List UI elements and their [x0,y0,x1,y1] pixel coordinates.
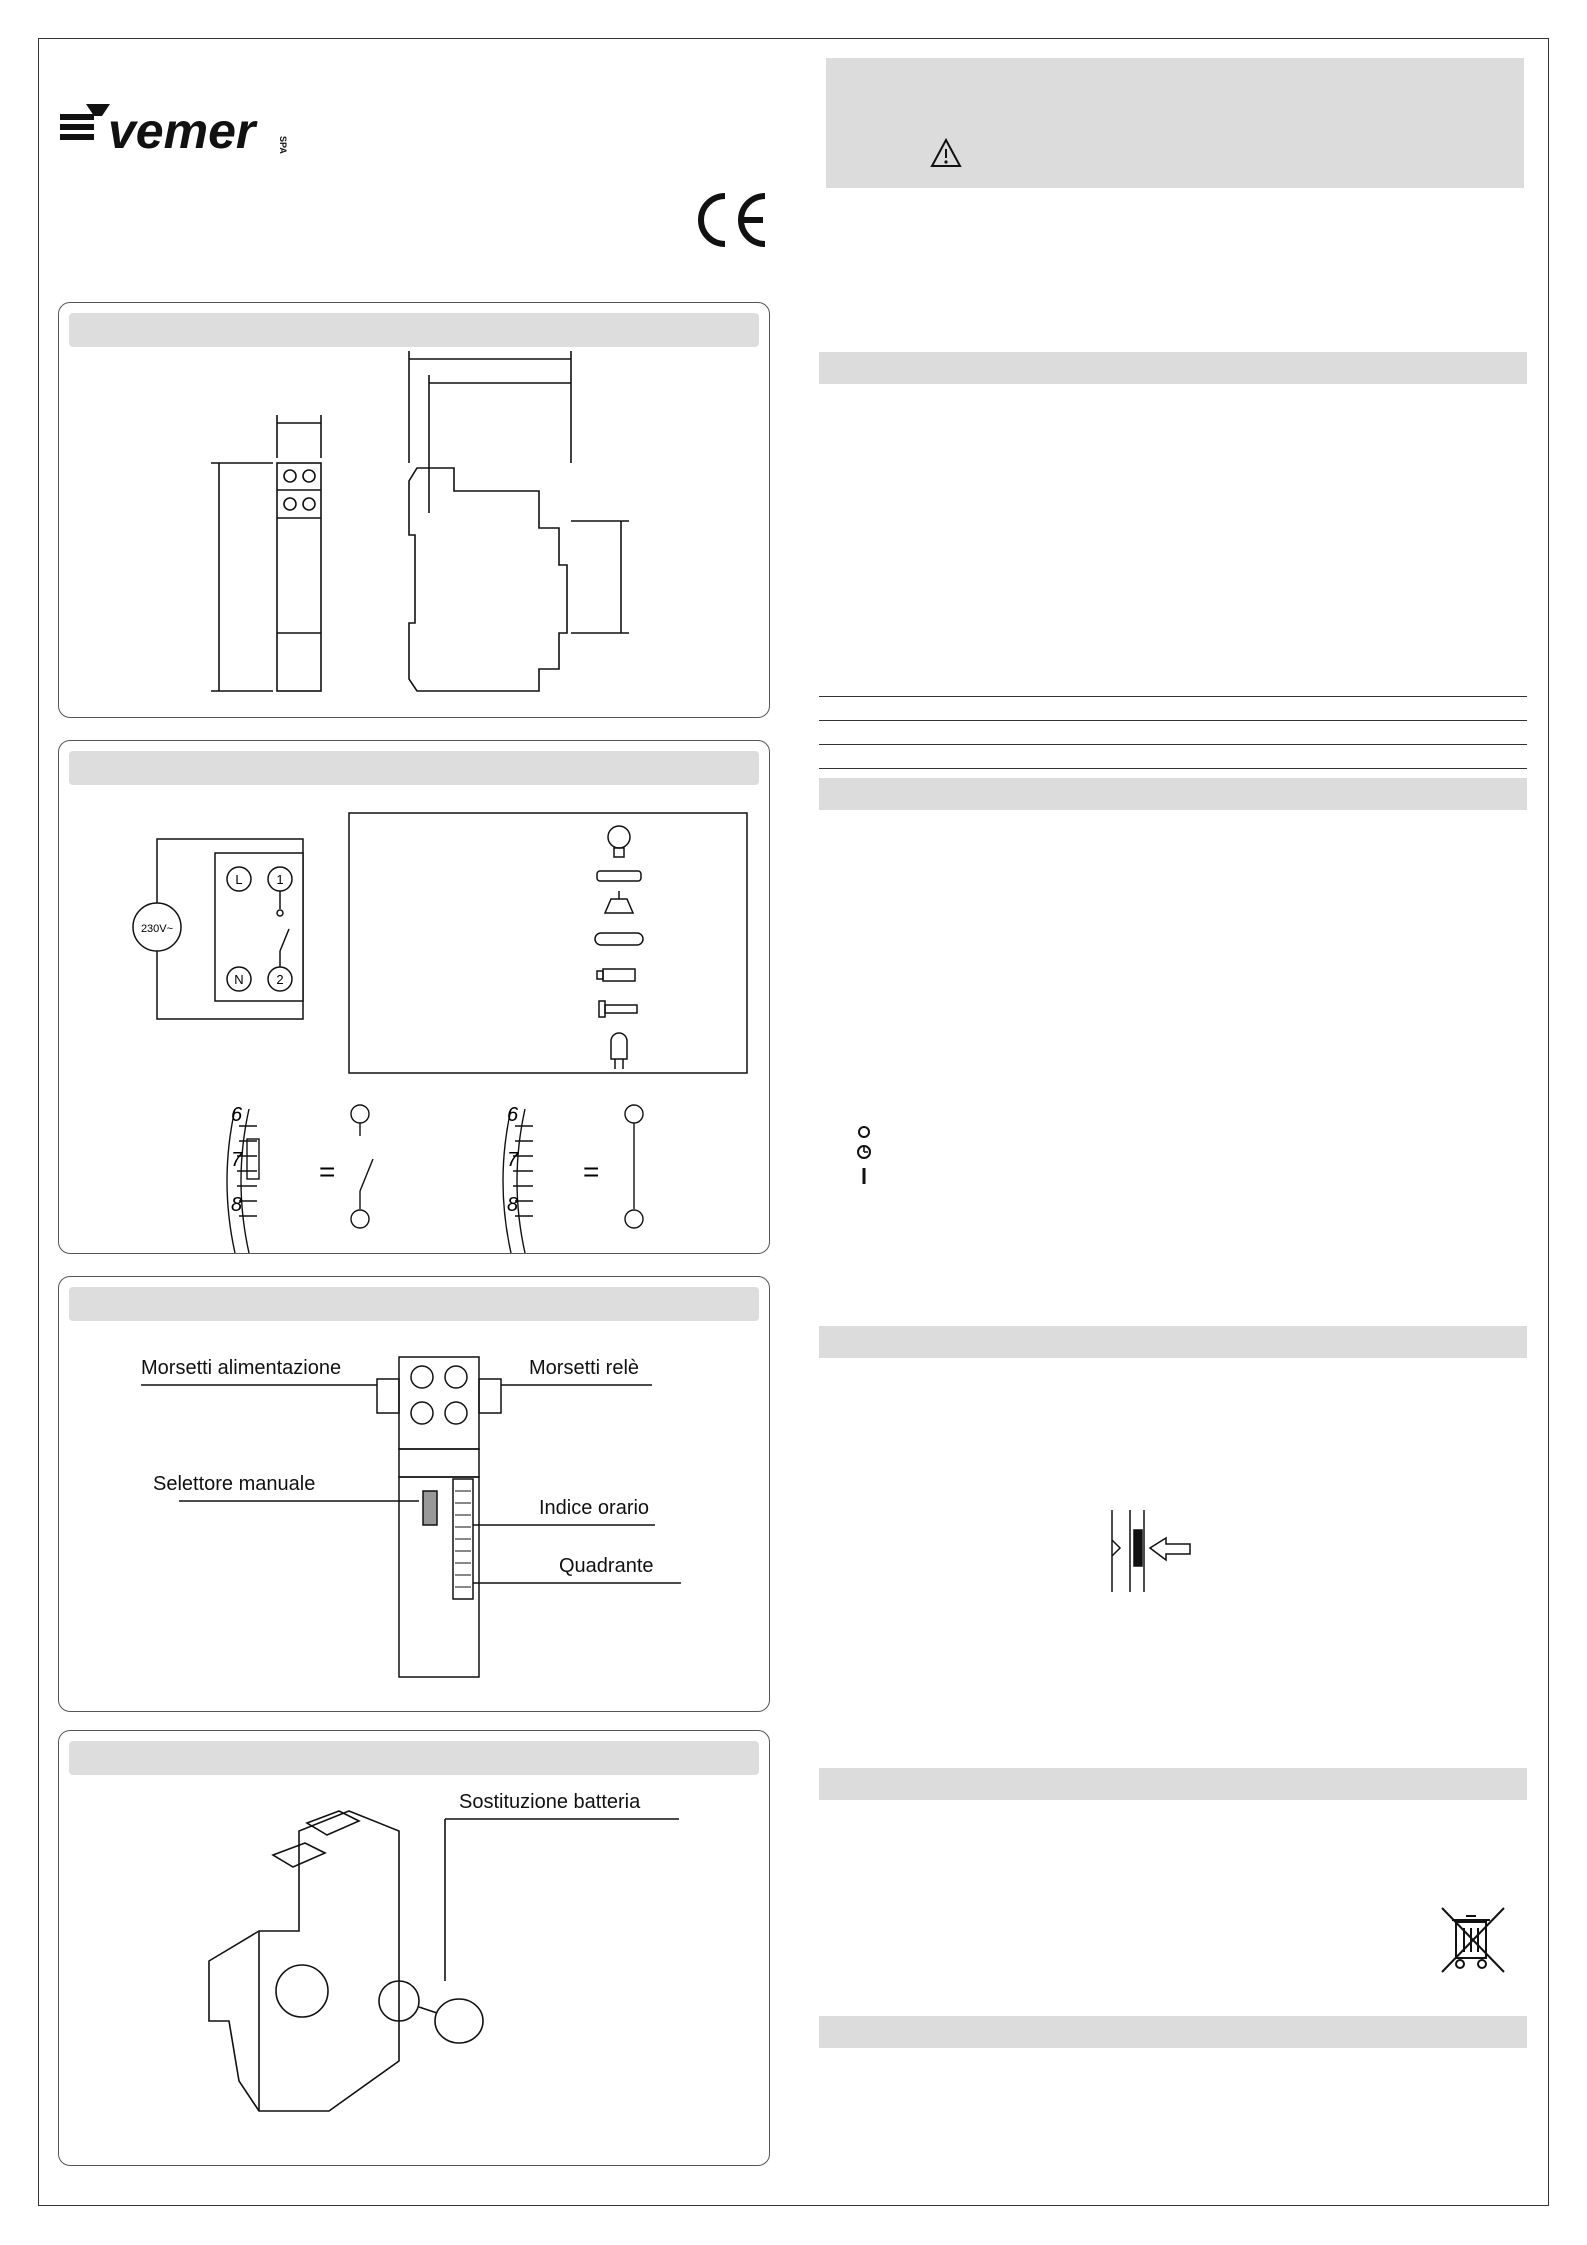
dial-hour-7: 7 [231,1149,243,1171]
table-rule [819,744,1527,745]
warning-box [826,58,1524,188]
dimensions-drawing [59,303,771,719]
mode-symbols-icon [852,1124,876,1188]
table-rule [819,768,1527,769]
section-bar [819,352,1527,384]
dichroic-lamp-icon [605,891,633,913]
equals-sign: = [583,1156,600,1187]
manual-selector-label: Selettore manuale [153,1473,316,1495]
battery-drawing [59,1731,771,2167]
section-bar [819,2016,1527,2048]
compact-fluorescent-icon [597,969,635,981]
power-terminals-label: Morsetti alimentazione [141,1357,342,1379]
ce-mark-icon [693,190,773,255]
brand-suffix: SPA [278,136,288,154]
section-bar [819,1326,1527,1358]
wiring-drawing [59,741,771,1255]
halogen-lamp-icon [597,871,641,881]
time-index-label: Indice orario [539,1497,650,1519]
terminal-2: 2 [276,972,284,987]
battery-panel [58,1730,770,2166]
dimensions-panel [58,302,770,718]
terminal-1: 1 [276,872,284,887]
table-rule [819,696,1527,697]
warning-icon [930,138,962,168]
dial-label: Quadrante [559,1555,654,1577]
battery-replacement-label: Sostituzione batteria [459,1791,641,1813]
vemer-logo [58,96,298,171]
terminal-L: L [235,872,243,887]
dial-hour-6: 6 [507,1104,519,1126]
relay-terminals-label: Morsetti relè [529,1357,640,1379]
selector-push-icon [1100,1500,1200,1600]
dial-hour-8: 8 [507,1194,519,1216]
weee-bin-icon [1438,1904,1508,1976]
led-lamp-icon [611,1033,627,1069]
dial-hour-7: 7 [507,1149,519,1171]
cfl-lamp-icon [599,1001,637,1017]
dial-example-off [503,1104,643,1253]
section-bar [819,778,1527,810]
brand-name: vemer [108,103,256,159]
fluorescent-tube-icon [595,933,643,945]
wiring-panel [58,740,770,1254]
terminal-N: N [234,972,244,987]
dial-hour-6: 6 [231,1104,243,1126]
section-bar [819,1768,1527,1800]
incandescent-lamp-icon [608,826,630,857]
equals-sign: = [319,1156,336,1187]
table-rule [819,720,1527,721]
front-view-panel [58,1276,770,1712]
dial-example-on [227,1104,373,1253]
dial-hour-8: 8 [231,1194,243,1216]
supply-label: 230V~ [140,923,174,935]
